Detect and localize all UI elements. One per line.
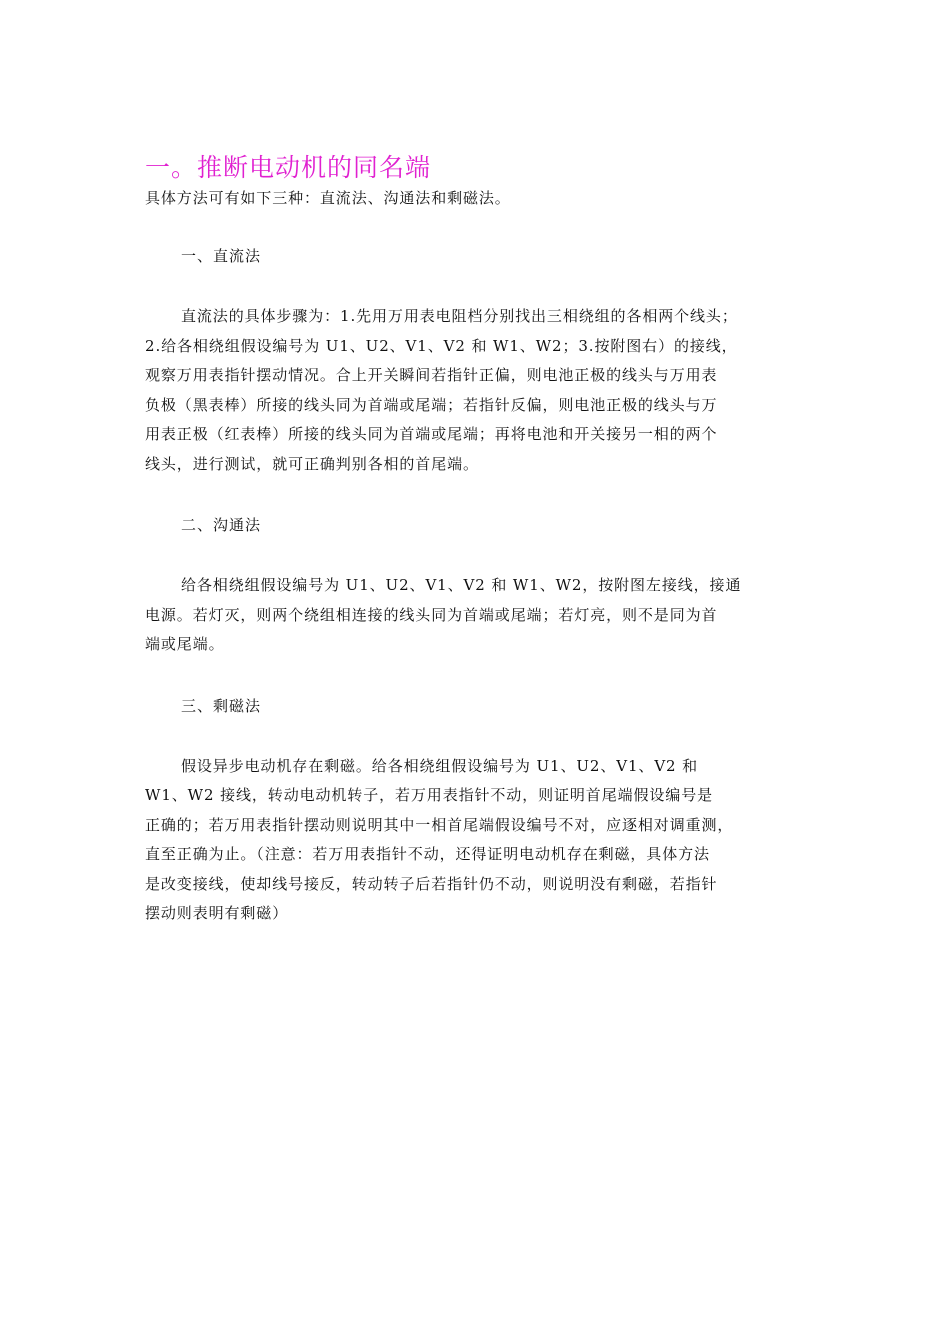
body-line: 摆动则表明有剩磁）: [145, 904, 289, 922]
body-line: 用表正极（红表棒）所接的线头同为首端或尾端；再将电池和开关接另一相的两个: [145, 425, 718, 443]
body-line: 负极（黑表棒）所接的线头同为首端或尾端；若指针反偏，则电池正极的线头与万: [145, 395, 718, 414]
section-heading-ac: 二、沟通法: [181, 516, 262, 534]
body-line: 2.给各相绕组假设编号为 U1、U2、V1、V2 和 W1、W2；3.按附图右）的接线，: [145, 336, 738, 355]
body-line: 观察万用表指针摆动情况。合上开关瞬间若指针正偏，则电池正极的线头与万用表: [145, 366, 718, 384]
section-body-dc: [145, 302, 810, 479]
body-line: 假设异步电动机存在剩磁。给各相绕组假设编号为 U1、U2、V1、V2 和: [181, 756, 699, 775]
body-line: 正确的；若万用表指针摆动则说明其中一相首尾端假设编号不对，应逐相对调重测，: [145, 815, 734, 834]
body-line: 是改变接线，使却线号接反，转动转子后若指针仍不动，则说明没有剩磁，若指针: [145, 874, 718, 893]
body-line: 电源。若灯灭，则两个绕组相连接的线头同为首端或尾端；若灯亮，则不是同为首: [145, 605, 718, 624]
body-line: 直至正确为止。（注意：若万用表指针不动，还得证明电动机存在剩磁，具体方法: [145, 845, 710, 863]
document-title: 一。推断电动机的同名端: [145, 153, 432, 182]
body-line: 给各相绕组假设编号为 U1、U2、V1、V2 和 W1、W2，按附图左接线，接通: [181, 576, 742, 594]
body-line: W1、W2 接线，转动电动机转子，若万用表指针不动，则证明首尾端假设编号是: [145, 786, 713, 804]
body-line: 直流法的具体步骤为：1.先用万用表电阻档分别找出三相绕组的各相两个线头；: [181, 307, 738, 325]
section-heading-remanence: 三、剩磁法: [181, 696, 262, 715]
body-line: 端或尾端。: [145, 635, 225, 653]
section-body-remanence: [145, 752, 810, 929]
section-body-ac: [145, 571, 810, 660]
intro-text: 具体方法可有如下三种：直流法、沟通法和剩磁法。: [145, 189, 511, 207]
document-page: [145, 150, 810, 929]
section-heading-dc: 一、直流法: [181, 247, 262, 265]
body-line: 线头，进行测试，就可正确判别各相的首尾端。: [145, 454, 479, 473]
